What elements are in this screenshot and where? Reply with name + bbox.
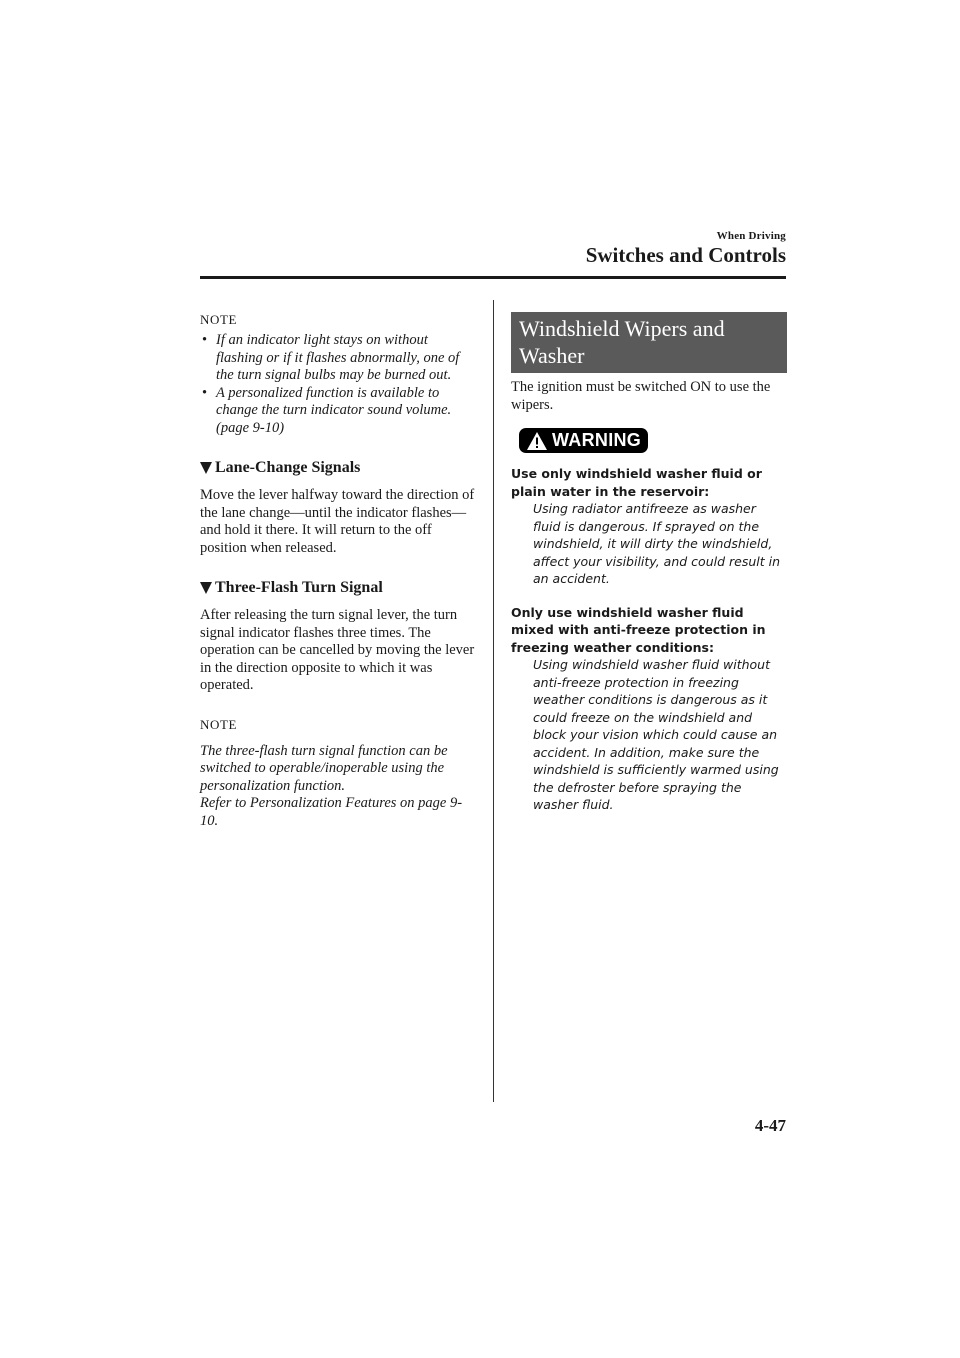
note-text: The three-flash turn signal function can be switched to operable/inoperable using the personalization function. xyxy=(200,742,448,794)
page-number: 4-47 xyxy=(754,1116,786,1135)
warning-triangle-icon xyxy=(526,431,548,451)
warning-badge xyxy=(519,428,648,453)
warning-label: WARNING xyxy=(552,430,642,450)
header-rule xyxy=(200,276,786,279)
three-flash-body: After releasing the turn signal lever, the turn signal indicator flashes three times. The operation can be cancelled by moving the lever in the direction opposite to which it was operated. xyxy=(200,607,475,693)
triangle-down-icon xyxy=(200,582,212,594)
bullet-icon: • xyxy=(202,332,208,348)
note-label: NOTE xyxy=(200,716,238,732)
warning-heading: Use only windshield washer fluid or plain water in the reservoir: xyxy=(511,466,762,499)
left-column xyxy=(200,312,478,830)
note-text: Refer to Personalization Features on page 9-10. xyxy=(200,795,463,829)
note-list xyxy=(200,332,478,437)
note-item-text: A personalized function is available to change the turn indicator sound volume. (page 9-10) xyxy=(216,384,452,436)
column-divider xyxy=(493,300,494,1102)
header-title: Switches and Controls xyxy=(585,243,786,267)
right-column xyxy=(511,312,787,814)
note-item-text: If an indicator light stays on without flashing or if it flashes abnormally, one of the turn signal bulbs may be burned out. xyxy=(216,332,460,383)
lane-change-body: Move the lever halfway toward the direction of the lane change—until the indicator flashes— and hold it there. It will return to the off position when released. xyxy=(200,487,475,556)
warning-body: Using windshield washer fluid without anti-freeze protection in freezing weather conditions is dangerous as it could freeze on the windshield and block your vision which could cause an accident. In addition, make sure the windshield is sufficiently warmed using the defroster before spraying the washer fluid. xyxy=(533,657,779,812)
bullet-icon: • xyxy=(202,384,208,401)
note-item xyxy=(200,332,478,385)
triangle-down-icon xyxy=(200,462,212,474)
section-title: Windshield Wipers and Washer xyxy=(511,312,787,373)
lane-change-heading-text: Lane-Change Signals xyxy=(215,459,361,476)
three-flash-heading-text: Three-Flash Turn Signal xyxy=(215,579,383,596)
intro-text: The ignition must be switched ON to use the wipers. xyxy=(511,379,771,413)
three-flash-heading xyxy=(200,579,478,597)
note-label: NOTE xyxy=(200,312,238,327)
note-block xyxy=(200,717,478,831)
lane-change-heading xyxy=(200,459,478,477)
note-item xyxy=(200,385,478,438)
warning-heading: Only use windshield washer fluid mixed with anti-freeze protection in freezing weather conditions: xyxy=(511,604,766,655)
warning-body: Using radiator antifreeze as washer fluid is dangerous. If sprayed on the windshield, it will dirty the windshield, affect your visibility, and could result in an accident. xyxy=(533,501,781,586)
header-chapter: When Driving xyxy=(716,230,786,242)
